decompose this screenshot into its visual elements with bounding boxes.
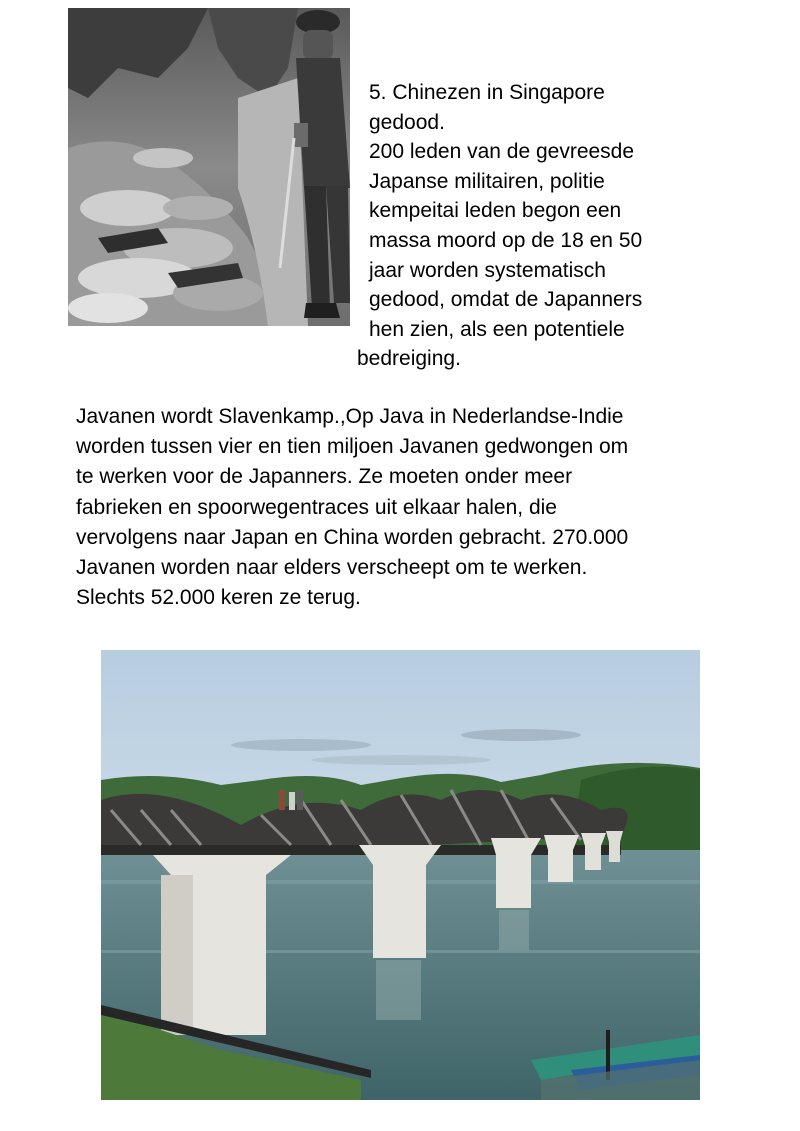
body-line: vervolgens naar Japan en China worden gebracht. 270.000	[76, 525, 629, 549]
caption-line: 200 leden van de gevreesde	[369, 140, 635, 164]
war-photo-image	[68, 8, 350, 326]
bridge-photo	[101, 650, 700, 1100]
body-line: worden tussen vier en tien miljoen Javanen gedwongen om	[76, 435, 629, 459]
caption-line: gedood.	[369, 110, 445, 134]
body-paragraph	[76, 402, 756, 613]
body-line: Javanen wordt Slavenkamp.,Op Java in Nederlandse-Indie	[76, 405, 624, 428]
caption-line: jaar worden systematisch	[369, 258, 606, 282]
caption-line: hen zien, als een potentiele	[369, 317, 625, 341]
body-line: Javanen worden naar elders verscheept om te werken.	[76, 556, 588, 580]
body-line: Slechts 52.000 keren ze terug.	[76, 586, 361, 610]
photo-caption	[357, 78, 747, 374]
caption-line: kempeitai leden begon een	[369, 199, 622, 223]
bridge-photo-image	[101, 650, 700, 1100]
caption-line: gedood, omdat de Japanners	[369, 288, 643, 312]
caption-line: Japanse militairen, politie	[369, 169, 605, 193]
caption-line: bedreiging.	[357, 347, 461, 371]
body-line: te werken voor de Japanners. Ze moeten onder meer	[76, 465, 573, 489]
war-photo	[68, 8, 350, 326]
caption-line: 5. Chinezen in Singapore	[369, 81, 605, 104]
caption-line: massa moord op de 18 en 50	[369, 228, 643, 252]
body-line: fabrieken en spoorwegentraces uit elkaar halen, die	[76, 495, 557, 519]
